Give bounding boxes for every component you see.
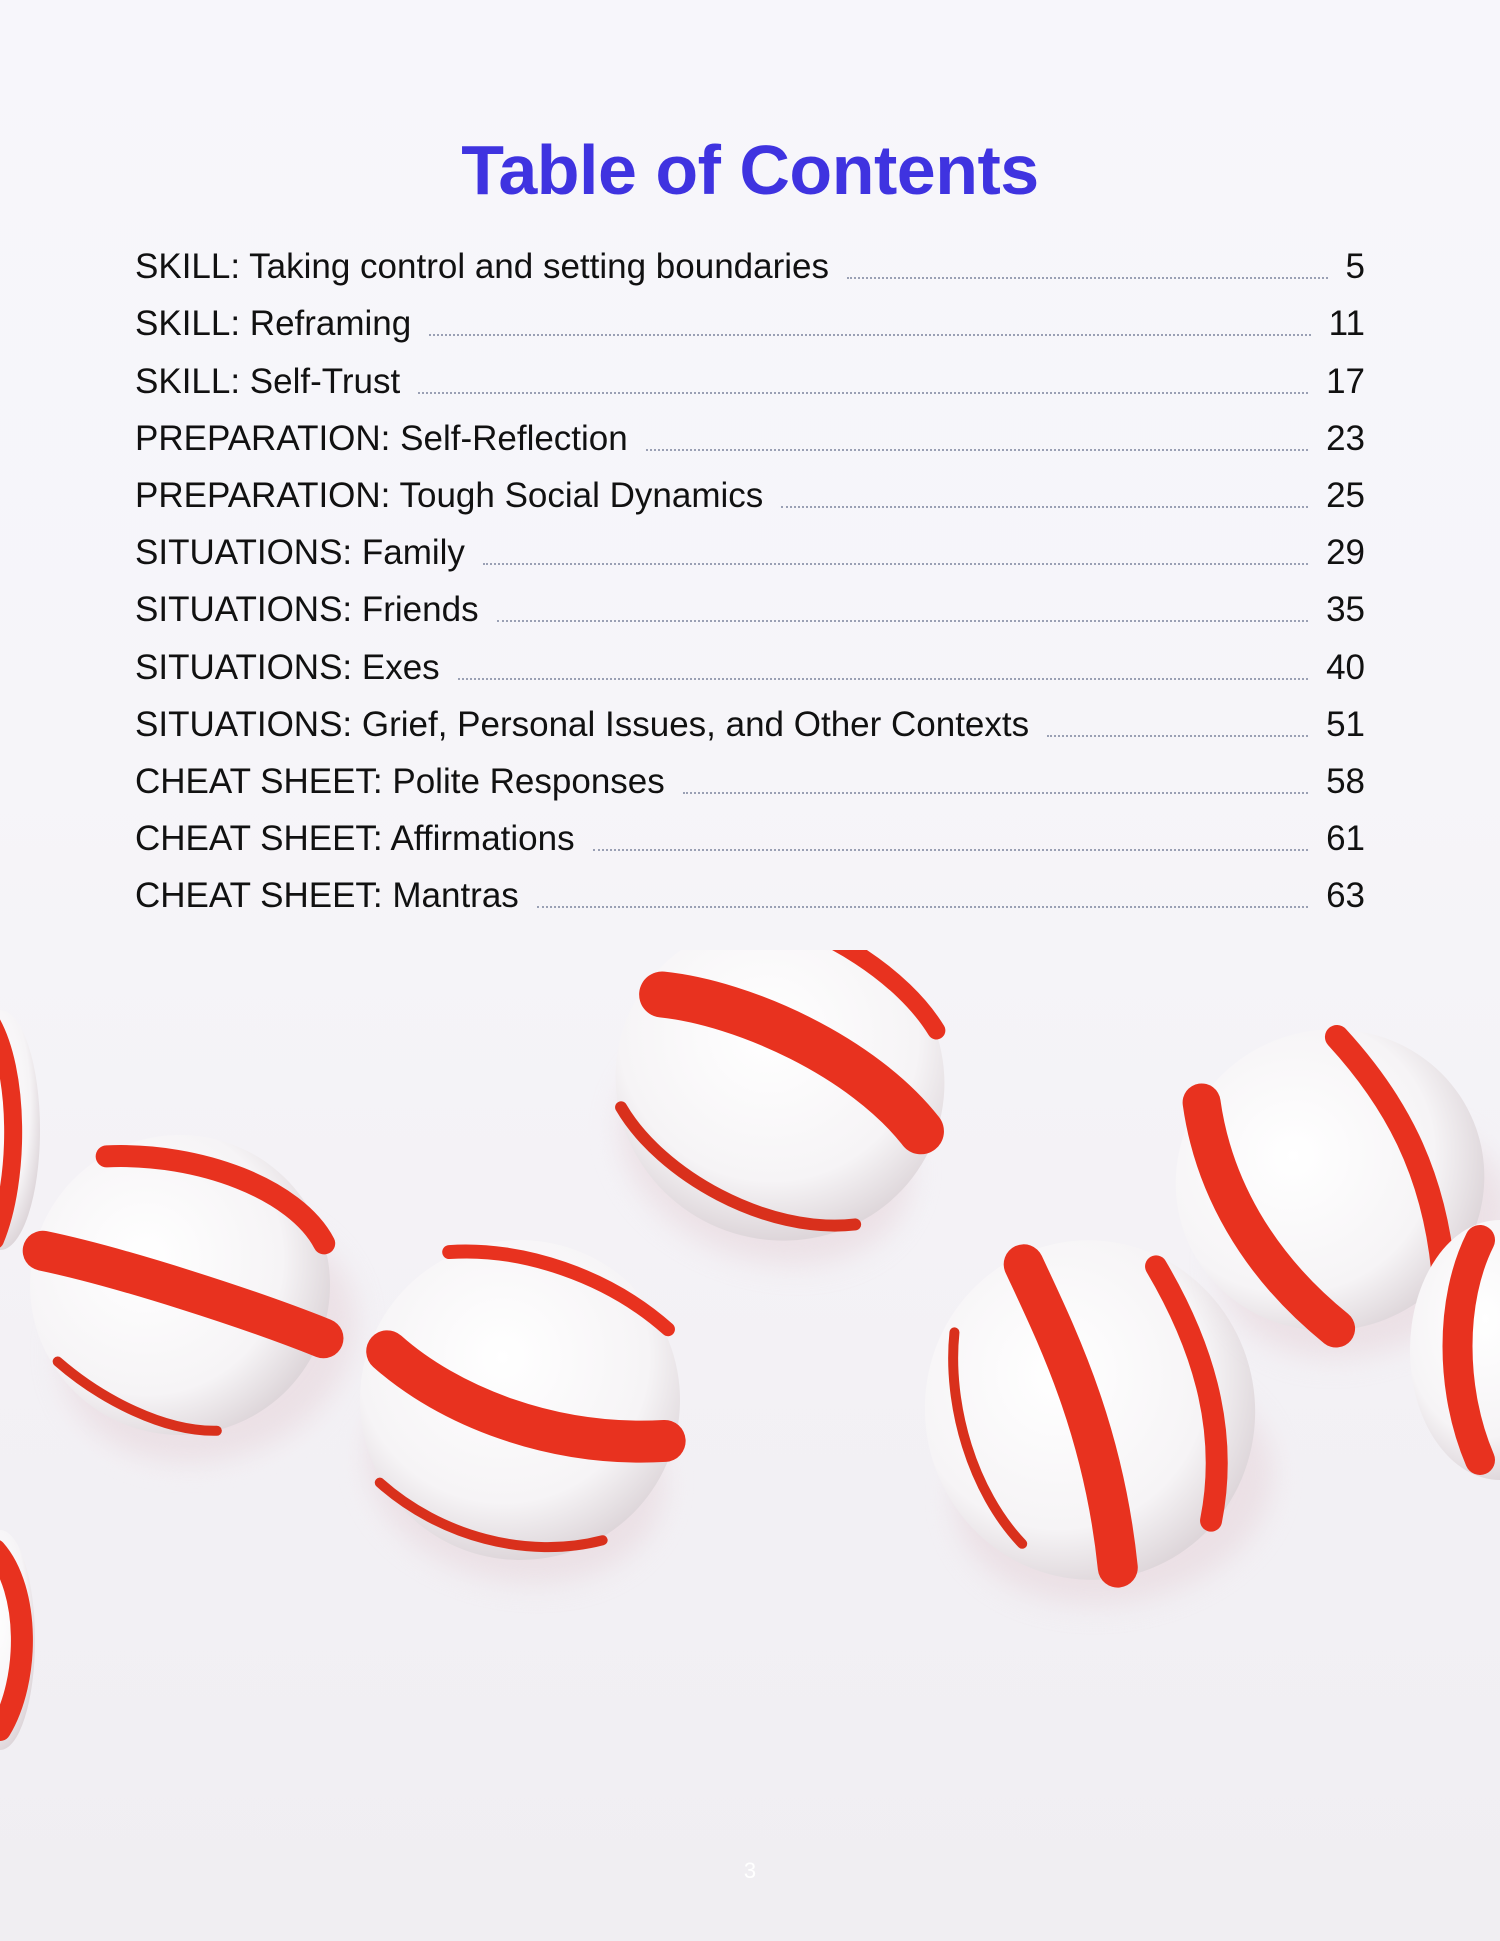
toc-entry-page: 61 — [1326, 819, 1365, 859]
toc-entry-label: CHEAT SHEET: Mantras — [135, 876, 519, 916]
candy — [0, 1010, 40, 1250]
toc-entry[interactable] — [135, 410, 1365, 467]
page-number: 3 — [743, 1858, 757, 1883]
toc-entry[interactable] — [135, 352, 1365, 409]
dot-leader — [781, 506, 1308, 508]
toc-entry-label: CHEAT SHEET: Polite Responses — [135, 761, 665, 801]
dot-leader — [646, 449, 1308, 451]
toc-entry-label: SITUATIONS: Exes — [135, 647, 440, 687]
toc-entry-page: 25 — [1326, 475, 1365, 515]
toc-entry-label: CHEAT SHEET: Affirmations — [135, 819, 575, 859]
dot-leader — [429, 334, 1310, 336]
dot-leader — [483, 563, 1308, 565]
toc-entry-label: SKILL: Reframing — [135, 304, 412, 344]
toc-entry[interactable] — [135, 581, 1365, 638]
candy — [0, 1093, 388, 1503]
dot-leader — [593, 849, 1308, 851]
toc-entry[interactable] — [135, 295, 1365, 352]
candy — [0, 1530, 35, 1750]
dot-leader — [847, 277, 1328, 279]
toc-entry[interactable] — [135, 810, 1365, 867]
dot-leader — [458, 678, 1308, 680]
toc-entry-label: PREPARATION: Self-Reflection — [135, 418, 628, 458]
toc-entry-label: SKILL: Taking control and setting boundaries — [135, 247, 829, 287]
candy — [326, 1210, 710, 1609]
toc-entry-page: 58 — [1326, 761, 1365, 801]
toc-entry-page: 40 — [1326, 647, 1365, 687]
dot-leader — [1047, 735, 1308, 737]
toc-entry-label: SITUATIONS: Grief, Personal Issues, and Other Contexts — [135, 704, 1030, 744]
candy — [563, 950, 989, 1306]
toc-entry-page: 11 — [1328, 304, 1365, 344]
toc-entry-page: 17 — [1326, 361, 1365, 401]
toc-entry[interactable] — [135, 467, 1365, 524]
toc-entry-label: SITUATIONS: Family — [135, 533, 465, 573]
toc-entry-page: 23 — [1326, 418, 1365, 458]
toc-entry[interactable] — [135, 638, 1365, 695]
toc-entry-label: PREPARATION: Tough Social Dynamics — [135, 475, 764, 515]
peppermint-candies-photo — [0, 950, 1500, 1850]
toc-entry-page: 35 — [1326, 590, 1365, 630]
toc-entry-label: SITUATIONS: Friends — [135, 590, 479, 630]
toc-entry[interactable] — [135, 696, 1365, 753]
dot-leader — [418, 392, 1308, 394]
dot-leader — [683, 792, 1308, 794]
toc-entry-label: SKILL: Self-Trust — [135, 361, 401, 401]
dot-leader — [537, 906, 1308, 908]
toc-entry-page: 63 — [1326, 876, 1365, 916]
toc-entry[interactable] — [135, 238, 1365, 295]
toc-entry[interactable] — [135, 867, 1365, 924]
toc-entry[interactable] — [135, 753, 1365, 810]
toc-entry-page: 51 — [1326, 704, 1365, 744]
dot-leader — [497, 620, 1308, 622]
toc-entry-page: 29 — [1326, 533, 1365, 573]
toc-entry[interactable] — [135, 524, 1365, 581]
page-title: Table of Contents — [461, 131, 1039, 209]
table-of-contents — [135, 238, 1365, 924]
toc-entry-page: 5 — [1345, 247, 1365, 287]
